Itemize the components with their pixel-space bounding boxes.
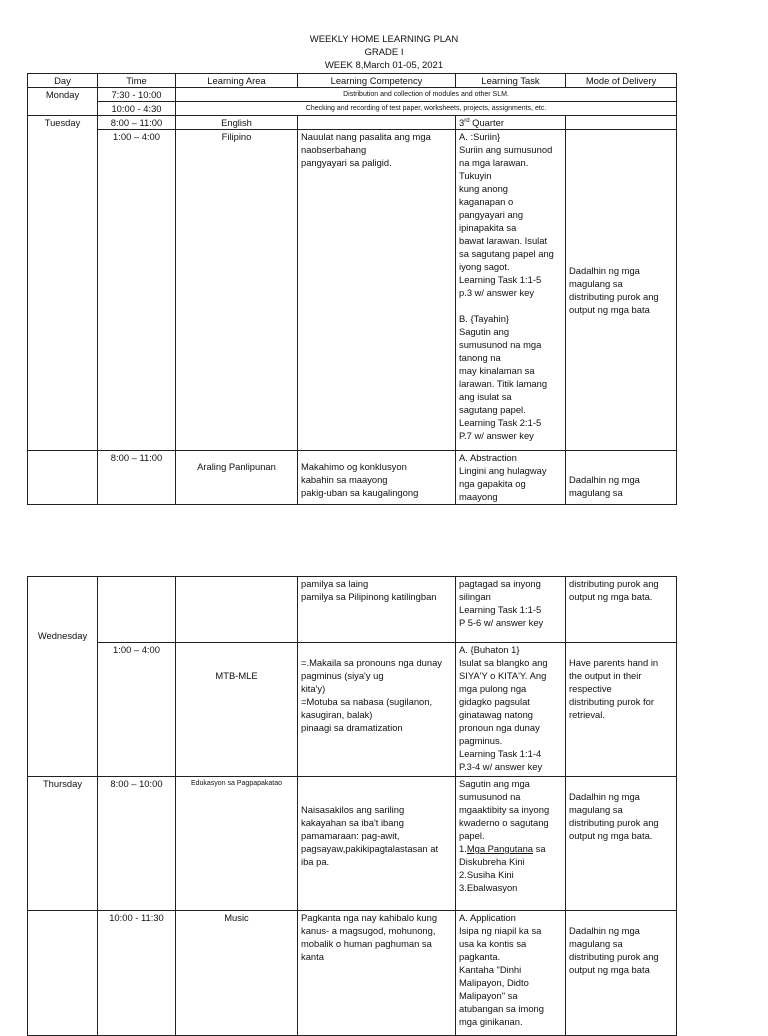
- table-row: [28, 102, 677, 116]
- time-cell: [98, 577, 176, 643]
- quarter-word: Quarter: [469, 117, 504, 128]
- delivery-cell: distributing purok ang output ng mga bata.: [566, 577, 677, 643]
- delivery-cell: Dadalhin ng mga magulang sa distributing purok ang output ng mga bata.: [566, 777, 677, 911]
- day-cell-tuesday: Tuesday: [28, 116, 98, 451]
- plan-header: [0, 33, 768, 72]
- learning-task-cell: A. Application Isipa ng niapil ka sa usa ka kontis sa pagkanta. Kantaha "Dinhi Malipayon, Didto Malipayon" sa atubangan sa imong mga ginikanan.: [456, 911, 566, 1036]
- day-cell: [28, 911, 98, 1036]
- column-header-mode-of-delivery: Mode of Delivery: [566, 74, 677, 88]
- day-cell-monday: Monday: [28, 88, 98, 116]
- quarter-cell: [456, 116, 566, 130]
- table-row: [28, 88, 677, 102]
- learning-task-text: Sagutin ang mga sumusunod na mgaaktibity sa inyong kwaderno o sagutang papel.: [459, 778, 550, 841]
- time-cell: 1:00 – 4:00: [98, 643, 176, 777]
- table-row: [28, 643, 677, 777]
- column-header-learning-task: Learning Task: [456, 74, 566, 88]
- monday-note-checking: Checking and recording of test paper, worksheets, projects, assignments, etc.: [176, 102, 677, 116]
- table-header-row: [28, 74, 677, 88]
- learning-task-cell: A. Abstraction Lingini ang hulagway nga gapakita og maayong: [456, 451, 566, 505]
- learning-task-cell: A. :Suriin} Suriin ang sumusunod na mga larawan. Tukuyin kung anong kaganapan o pangyayari ang ipinapakita sa bawat larawan. Isulat sa sagutang papel ang iyong sagot. Learning Task 1:1-5 p.3 w/ answer key B. {Tayahin} Sagutin ang sumusunod na mga tanong na may kinalaman sa larawan. Titik lamang ang isulat sa sagutang papel. Learning Task 2:1-5 P.7 w/ answer key: [456, 130, 566, 451]
- learning-area-cell: Filipino: [176, 130, 298, 451]
- learning-task-cell: pagtagad sa inyong silingan Learning Task 1:1-5 P 5-6 w/ answer key: [456, 577, 566, 643]
- question-number: 1.: [459, 843, 467, 854]
- time-cell: 7:30 - 10:00: [98, 88, 176, 102]
- table-row: [28, 130, 677, 451]
- table-row: [28, 116, 677, 130]
- learning-area-cell: Music: [176, 911, 298, 1036]
- time-cell: 10:00 - 4:30: [98, 102, 176, 116]
- day-cell-thursday: Thursday: [28, 777, 98, 911]
- competency-cell: Nauulat nang pasalita ang mga naobserbahang pangyayari sa paligid.: [298, 130, 456, 451]
- competency-cell: Naisasakilos ang sariling kakayahan sa iba't ibang pamamaraan: pag-awit, pagsayaw,pakikipagtalastasan at iba pa.: [298, 777, 456, 911]
- delivery-cell: Have parents hand in the output in their respective distributing purok for retrieval.: [566, 643, 677, 777]
- delivery-cell: Dadalhin ng mga magulang sa distributing purok ang output ng mga bata: [566, 911, 677, 1036]
- plan-title: WEEKLY HOME LEARNING PLAN: [309, 34, 459, 45]
- learning-plan-table-page-2: [27, 576, 677, 1036]
- column-header-time: Time: [98, 74, 176, 88]
- learning-task-questions: [459, 842, 562, 855]
- week-label: WEEK 8,March 01-05, 2021: [324, 60, 444, 71]
- grade-label: GRADE I: [364, 47, 404, 58]
- column-header-day: Day: [28, 74, 98, 88]
- time-cell: 10:00 - 11:30: [98, 911, 176, 1036]
- table-row: [28, 577, 677, 643]
- table-row: [28, 777, 677, 911]
- competency-cell: Pagkanta nga nay kahibalo kung kanus- a magsugod, mohunong, mobalik o human paghuman sa kanta: [298, 911, 456, 1036]
- time-cell: 8:00 – 10:00: [98, 777, 176, 911]
- quarter-suffix: rd: [464, 117, 470, 124]
- delivery-cell: [566, 116, 677, 130]
- learning-area-cell: Araling Panlipunan: [176, 451, 298, 505]
- learning-area-cell: MTB-MLE: [176, 643, 298, 777]
- column-header-learning-area: Learning Area: [176, 74, 298, 88]
- time-cell: 8:00 – 11:00: [98, 451, 176, 505]
- delivery-cell: Dadalhin ng mga magulang sa: [566, 451, 677, 505]
- learning-plan-table-page-1: [27, 73, 677, 505]
- day-cell: [28, 451, 98, 505]
- learning-task-cell: A. {Buhaton 1} Isulat sa blangko ang SIYA'Y o KITA'Y. Ang mga pulong nga gidagko pagsulat ginatawag natong pronoun nga dunay pagminus. Learning Task 1:1-4 P.3-4 w/ answer key: [456, 643, 566, 777]
- learning-task-steps: Diskubreha Kini 2.Susiha Kini 3.Ebalwasyon: [459, 856, 525, 893]
- learning-area-cell: Edukasyon sa Pagpapakatao: [176, 777, 298, 911]
- competency-cell: pamilya sa laing pamilya sa Pilipinong katilingban: [298, 577, 456, 643]
- monday-note-distribution: Distribution and collection of modules and other SLM.: [176, 88, 677, 102]
- learning-area-cell: [176, 577, 298, 643]
- delivery-cell: Dadalhin ng mga magulang sa distributing purok ang output ng mga bata: [566, 130, 677, 451]
- table-row: [28, 451, 677, 505]
- time-cell: 1:00 – 4:00: [98, 130, 176, 451]
- learning-area-cell: English: [176, 116, 298, 130]
- question-label: Mga Pangutana: [466, 843, 534, 854]
- day-cell-wednesday: Wednesday: [28, 577, 98, 777]
- quarter-number: 3: [459, 117, 465, 128]
- learning-task-cell: [456, 777, 566, 911]
- time-cell: 8:00 – 11:00: [98, 116, 176, 130]
- competency-cell: =.Makaila sa pronouns nga dunay pagminus (siya'y ug kita'y) =Motuba sa nabasa (sugilanon, kasugiran, balak) pinaagi sa dramatization: [298, 643, 456, 777]
- competency-cell: Makahimo og konklusyon kabahin sa maayong pakig-uban sa kaugalingong: [298, 451, 456, 505]
- question-rest: sa: [533, 843, 546, 854]
- competency-cell: [298, 116, 456, 130]
- table-row: [28, 911, 677, 1036]
- column-header-learning-competency: Learning Competency: [298, 74, 456, 88]
